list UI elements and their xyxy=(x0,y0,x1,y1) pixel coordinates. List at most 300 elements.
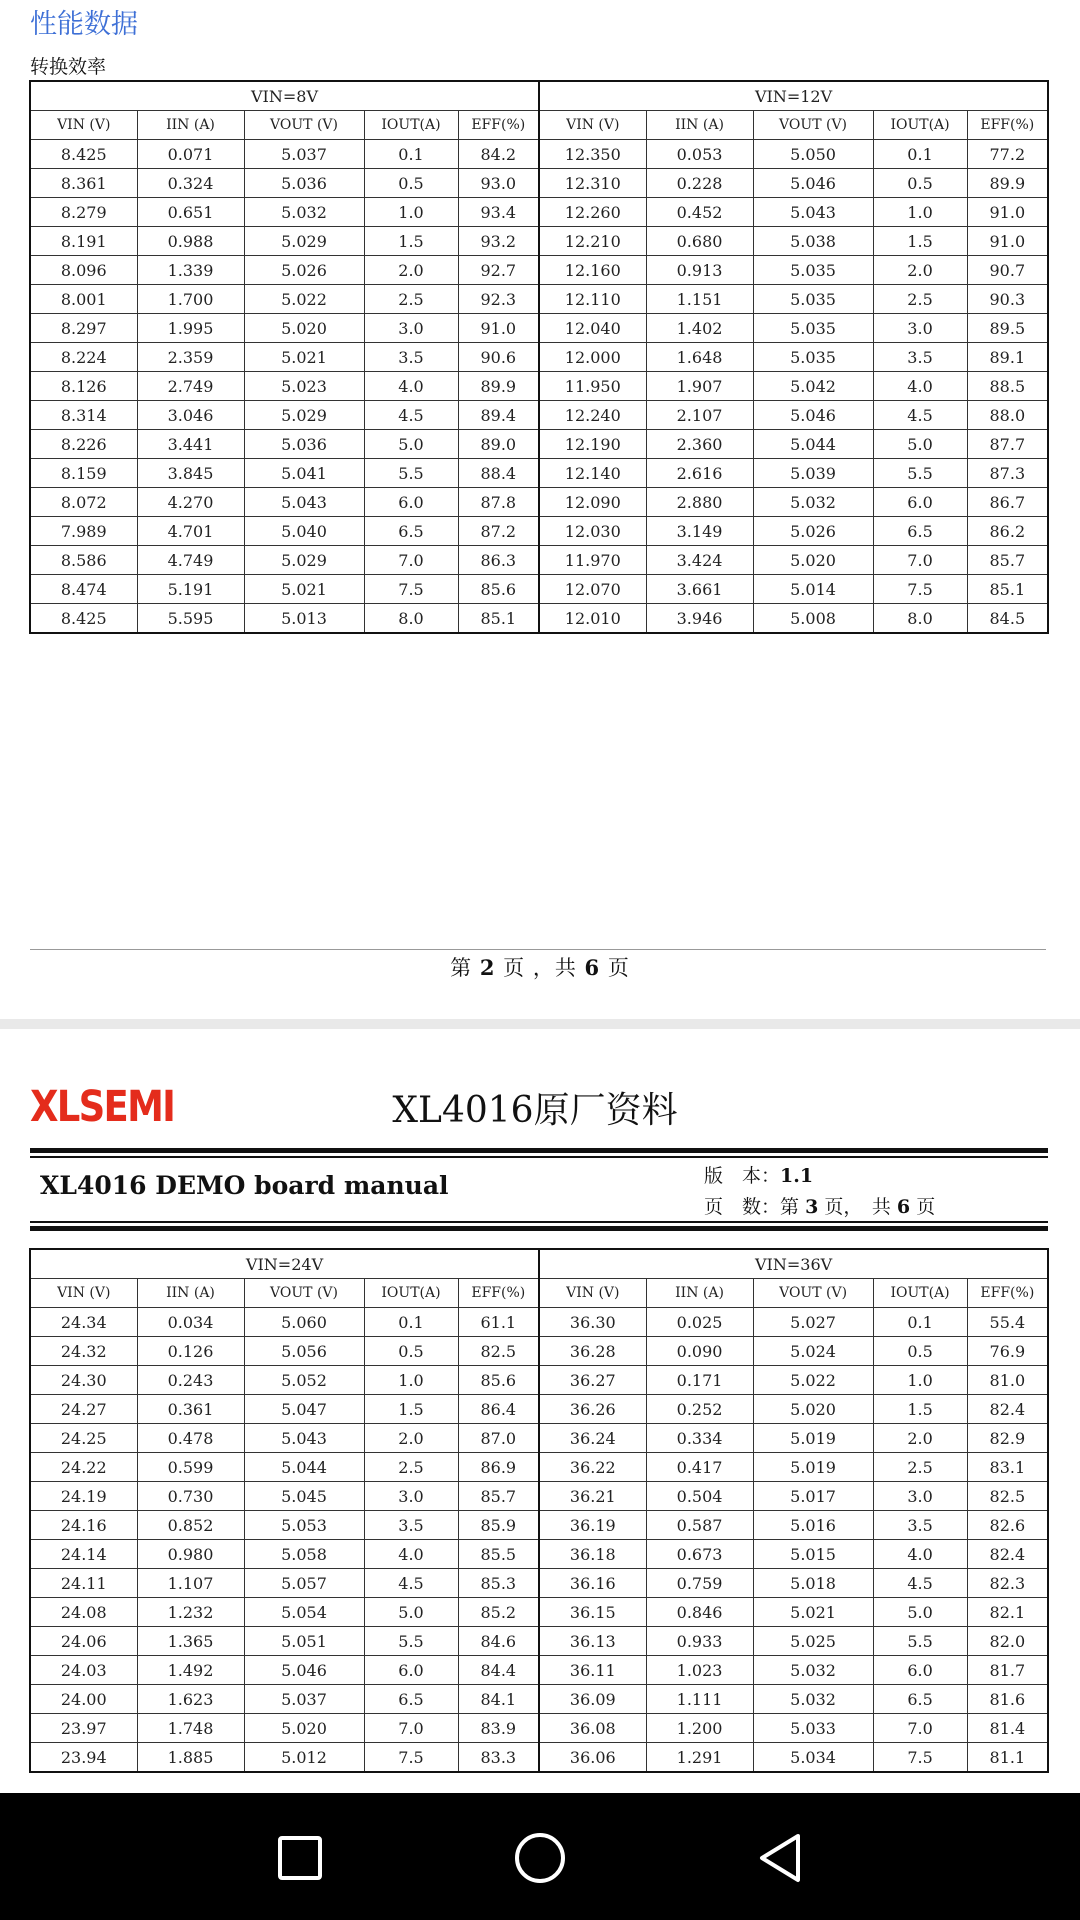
table-cell: 24.30 xyxy=(30,1366,137,1395)
table-row xyxy=(30,285,1048,314)
table-cell: 1.623 xyxy=(137,1685,244,1714)
table-cell: 12.260 xyxy=(539,198,646,227)
table-cell: 36.13 xyxy=(539,1627,646,1656)
table-cell: 2.0 xyxy=(873,256,967,285)
table-cell: 1.232 xyxy=(137,1598,244,1627)
table-cell: 5.008 xyxy=(753,604,873,634)
column-header: IIN (A) xyxy=(137,1279,244,1308)
table-cell: 1.5 xyxy=(873,227,967,256)
footer-current-page: 2 xyxy=(479,955,496,980)
table-cell: 86.3 xyxy=(458,546,539,575)
table-cell: 76.9 xyxy=(967,1337,1048,1366)
table-cell: 5.025 xyxy=(753,1627,873,1656)
table-row xyxy=(30,372,1048,401)
table-cell: 3.5 xyxy=(873,1511,967,1540)
table-row xyxy=(30,1366,1048,1395)
table-cell: 0.504 xyxy=(646,1482,753,1511)
table-cell: 7.989 xyxy=(30,517,137,546)
table-cell: 4.701 xyxy=(137,517,244,546)
pages-total: 6 xyxy=(896,1196,911,1218)
column-header: IOUT(A) xyxy=(873,1279,967,1308)
table-cell: 5.034 xyxy=(753,1743,873,1773)
table-cell: 5.023 xyxy=(244,372,364,401)
table-cell: 3.5 xyxy=(364,1511,458,1540)
table-cell: 5.021 xyxy=(244,575,364,604)
recent-apps-button[interactable] xyxy=(265,1823,335,1893)
table-cell: 12.030 xyxy=(539,517,646,546)
table-cell: 24.08 xyxy=(30,1598,137,1627)
table-cell: 5.051 xyxy=(244,1627,364,1656)
table-cell: 0.1 xyxy=(364,1308,458,1337)
table-cell: 11.970 xyxy=(539,546,646,575)
table-cell: 12.210 xyxy=(539,227,646,256)
table-cell: 4.5 xyxy=(364,401,458,430)
header-rule-top-thick xyxy=(30,1148,1048,1153)
table-cell: 5.029 xyxy=(244,227,364,256)
table-cell: 88.5 xyxy=(967,372,1048,401)
table-row xyxy=(30,1482,1048,1511)
table-cell: 0.5 xyxy=(364,169,458,198)
table-cell: 85.6 xyxy=(458,1366,539,1395)
table-cell: 5.021 xyxy=(244,343,364,372)
table-cell: 5.056 xyxy=(244,1337,364,1366)
section-title: 性能数据 xyxy=(30,9,138,40)
table-cell: 12.160 xyxy=(539,256,646,285)
table-row xyxy=(30,604,1048,634)
column-header: EFF(%) xyxy=(458,1279,539,1308)
table-cell: 5.047 xyxy=(244,1395,364,1424)
group-header-left: VIN=24V xyxy=(30,1249,539,1279)
table-cell: 5.020 xyxy=(244,314,364,343)
table-row xyxy=(30,256,1048,285)
table-cell: 1.5 xyxy=(873,1395,967,1424)
table-cell: 5.044 xyxy=(753,430,873,459)
table-cell: 6.5 xyxy=(873,517,967,546)
table-cell: 12.000 xyxy=(539,343,646,372)
table-cell: 0.846 xyxy=(646,1598,753,1627)
table-cell: 5.5 xyxy=(873,1627,967,1656)
table-cell: 8.279 xyxy=(30,198,137,227)
table-cell: 85.7 xyxy=(458,1482,539,1511)
table-row xyxy=(30,1656,1048,1685)
table-cell: 3.5 xyxy=(364,343,458,372)
table-cell: 5.046 xyxy=(753,401,873,430)
table-cell: 0.651 xyxy=(137,198,244,227)
table-cell: 5.035 xyxy=(753,343,873,372)
table-cell: 1.0 xyxy=(364,1366,458,1395)
table-cell: 6.5 xyxy=(364,1685,458,1714)
table-cell: 85.3 xyxy=(458,1569,539,1598)
table-cell: 82.4 xyxy=(967,1540,1048,1569)
table-cell: 2.749 xyxy=(137,372,244,401)
table-row xyxy=(30,459,1048,488)
table-cell: 1.0 xyxy=(364,198,458,227)
table-cell: 1.151 xyxy=(646,285,753,314)
table-cell: 5.053 xyxy=(244,1511,364,1540)
table-cell: 36.27 xyxy=(539,1366,646,1395)
table-cell: 8.0 xyxy=(873,604,967,634)
table-cell: 0.730 xyxy=(137,1482,244,1511)
header-rule-bottom-thick xyxy=(30,1226,1048,1231)
table-cell: 93.4 xyxy=(458,198,539,227)
column-header: VIN (V) xyxy=(30,1279,137,1308)
table-cell: 93.2 xyxy=(458,227,539,256)
table-cell: 7.5 xyxy=(364,1743,458,1773)
table-row xyxy=(30,314,1048,343)
table-cell: 6.0 xyxy=(364,488,458,517)
table-cell: 90.6 xyxy=(458,343,539,372)
table-cell: 0.1 xyxy=(873,1308,967,1337)
table-cell: 0.324 xyxy=(137,169,244,198)
table-row xyxy=(30,575,1048,604)
table-cell: 5.017 xyxy=(753,1482,873,1511)
table-cell: 24.16 xyxy=(30,1511,137,1540)
table-cell: 85.6 xyxy=(458,575,539,604)
table-cell: 5.022 xyxy=(753,1366,873,1395)
table-cell: 12.240 xyxy=(539,401,646,430)
table-cell: 81.7 xyxy=(967,1656,1048,1685)
table-cell: 5.016 xyxy=(753,1511,873,1540)
column-header: IOUT(A) xyxy=(364,1279,458,1308)
table-cell: 1.365 xyxy=(137,1627,244,1656)
table-cell: 0.1 xyxy=(873,140,967,169)
table-cell: 91.0 xyxy=(458,314,539,343)
table-cell: 24.06 xyxy=(30,1627,137,1656)
table-cell: 23.97 xyxy=(30,1714,137,1743)
table-cell: 82.1 xyxy=(967,1598,1048,1627)
table-cell: 61.1 xyxy=(458,1308,539,1337)
table-cell: 84.2 xyxy=(458,140,539,169)
table-cell: 24.03 xyxy=(30,1656,137,1685)
table-cell: 5.057 xyxy=(244,1569,364,1598)
table-cell: 0.988 xyxy=(137,227,244,256)
table-row xyxy=(30,488,1048,517)
table-cell: 7.0 xyxy=(364,1714,458,1743)
table-row xyxy=(30,1424,1048,1453)
table-cell: 2.360 xyxy=(646,430,753,459)
table-cell: 81.6 xyxy=(967,1685,1048,1714)
table-cell: 3.0 xyxy=(873,314,967,343)
table-cell: 1.5 xyxy=(364,227,458,256)
header-rule-bottom-thin xyxy=(30,1221,1048,1223)
table-cell: 85.9 xyxy=(458,1511,539,1540)
table-cell: 1.748 xyxy=(137,1714,244,1743)
table-cell: 0.126 xyxy=(137,1337,244,1366)
table-cell: 8.001 xyxy=(30,285,137,314)
table-cell: 1.648 xyxy=(646,343,753,372)
manual-title: XL4016 DEMO board manual xyxy=(40,1171,449,1200)
table-cell: 24.32 xyxy=(30,1337,137,1366)
footer-divider xyxy=(30,949,1046,950)
table-cell: 24.25 xyxy=(30,1424,137,1453)
table-cell: 1.402 xyxy=(646,314,753,343)
table-cell: 5.026 xyxy=(753,517,873,546)
group-header-right: VIN=12V xyxy=(539,81,1048,111)
column-header: VOUT (V) xyxy=(244,1279,364,1308)
table-cell: 3.5 xyxy=(873,343,967,372)
table-cell: 5.027 xyxy=(753,1308,873,1337)
table-cell: 91.0 xyxy=(967,227,1048,256)
table-cell: 3.0 xyxy=(364,314,458,343)
footer-middle: 页 ，共 xyxy=(503,956,577,980)
home-button[interactable] xyxy=(505,1823,575,1893)
table-cell: 5.037 xyxy=(244,1685,364,1714)
table-cell: 83.9 xyxy=(458,1714,539,1743)
table-cell: 24.11 xyxy=(30,1569,137,1598)
table-cell: 0.334 xyxy=(646,1424,753,1453)
table-cell: 89.0 xyxy=(458,430,539,459)
table-cell: 5.035 xyxy=(753,256,873,285)
column-header: VIN (V) xyxy=(539,1279,646,1308)
table-cell: 4.5 xyxy=(364,1569,458,1598)
back-button[interactable] xyxy=(745,1823,815,1893)
table-cell: 12.040 xyxy=(539,314,646,343)
table-cell: 5.032 xyxy=(753,488,873,517)
table-cell: 0.071 xyxy=(137,140,244,169)
table-cell: 87.0 xyxy=(458,1424,539,1453)
table-cell: 5.0 xyxy=(873,1598,967,1627)
table-row xyxy=(30,517,1048,546)
table-cell: 1.995 xyxy=(137,314,244,343)
table-row xyxy=(30,1743,1048,1773)
table-cell: 0.759 xyxy=(646,1569,753,1598)
footer-suffix: 页 xyxy=(607,956,630,980)
table-cell: 36.22 xyxy=(539,1453,646,1482)
table-cell: 87.2 xyxy=(458,517,539,546)
table-cell: 8.226 xyxy=(30,430,137,459)
table-cell: 6.5 xyxy=(873,1685,967,1714)
table-cell: 5.044 xyxy=(244,1453,364,1482)
table-cell: 1.885 xyxy=(137,1743,244,1773)
table-cell: 1.700 xyxy=(137,285,244,314)
table-cell: 5.058 xyxy=(244,1540,364,1569)
table-cell: 0.171 xyxy=(646,1366,753,1395)
page-count-info xyxy=(704,1192,935,1219)
table-cell: 8.474 xyxy=(30,575,137,604)
table-cell: 86.4 xyxy=(458,1395,539,1424)
table-cell: 2.5 xyxy=(364,285,458,314)
table-cell: 84.4 xyxy=(458,1656,539,1685)
table-cell: 7.5 xyxy=(364,575,458,604)
table-cell: 1.107 xyxy=(137,1569,244,1598)
table-row xyxy=(30,1685,1048,1714)
page-footer xyxy=(0,952,1080,982)
table-cell: 85.7 xyxy=(967,546,1048,575)
table-cell: 7.0 xyxy=(364,546,458,575)
table-cell: 5.014 xyxy=(753,575,873,604)
version-value: 1.1 xyxy=(780,1165,814,1187)
table-cell: 0.228 xyxy=(646,169,753,198)
table-cell: 5.042 xyxy=(753,372,873,401)
table-cell: 4.0 xyxy=(873,1540,967,1569)
table-cell: 0.5 xyxy=(873,169,967,198)
table-cell: 8.126 xyxy=(30,372,137,401)
table-cell: 5.046 xyxy=(244,1656,364,1685)
efficiency-table-8v-12v xyxy=(29,80,1049,634)
table-cell: 83.3 xyxy=(458,1743,539,1773)
table-cell: 3.441 xyxy=(137,430,244,459)
table-cell: 12.010 xyxy=(539,604,646,634)
table-cell: 8.425 xyxy=(30,140,137,169)
table-cell: 1.111 xyxy=(646,1685,753,1714)
subsection-title: 转换效率 xyxy=(30,56,107,78)
table-cell: 82.4 xyxy=(967,1395,1048,1424)
table-cell: 82.6 xyxy=(967,1511,1048,1540)
table-cell: 87.3 xyxy=(967,459,1048,488)
table-cell: 24.19 xyxy=(30,1482,137,1511)
android-navigation-bar xyxy=(0,1793,1080,1920)
footer-prefix: 第 xyxy=(450,956,473,980)
document-title: XL4016原厂资料 xyxy=(392,1090,678,1131)
table-cell: 3.046 xyxy=(137,401,244,430)
table-cell: 2.880 xyxy=(646,488,753,517)
column-header: EFF(%) xyxy=(967,111,1048,140)
table-cell: 5.032 xyxy=(244,198,364,227)
table-cell: 5.021 xyxy=(753,1598,873,1627)
table-cell: 8.586 xyxy=(30,546,137,575)
table-cell: 36.11 xyxy=(539,1656,646,1685)
version-label: 版 本： xyxy=(704,1165,781,1187)
table-cell: 5.060 xyxy=(244,1308,364,1337)
table-cell: 81.0 xyxy=(967,1366,1048,1395)
table-cell: 89.5 xyxy=(967,314,1048,343)
table-cell: 82.5 xyxy=(967,1482,1048,1511)
table-cell: 85.1 xyxy=(458,604,539,634)
table-cell: 0.913 xyxy=(646,256,753,285)
table-cell: 0.680 xyxy=(646,227,753,256)
table-cell: 84.1 xyxy=(458,1685,539,1714)
table-cell: 5.5 xyxy=(873,459,967,488)
table-cell: 24.34 xyxy=(30,1308,137,1337)
table-cell: 4.0 xyxy=(873,372,967,401)
column-header: VIN (V) xyxy=(539,111,646,140)
table-cell: 36.15 xyxy=(539,1598,646,1627)
table-cell: 1.492 xyxy=(137,1656,244,1685)
table-cell: 36.28 xyxy=(539,1337,646,1366)
table-cell: 5.054 xyxy=(244,1598,364,1627)
table-cell: 0.417 xyxy=(646,1453,753,1482)
table-cell: 24.14 xyxy=(30,1540,137,1569)
table-cell: 7.5 xyxy=(873,575,967,604)
table-cell: 5.033 xyxy=(753,1714,873,1743)
table-cell: 90.3 xyxy=(967,285,1048,314)
table-cell: 86.9 xyxy=(458,1453,539,1482)
table-cell: 84.6 xyxy=(458,1627,539,1656)
table-cell: 85.2 xyxy=(458,1598,539,1627)
table-row xyxy=(30,1540,1048,1569)
pages-label: 页 数：第 xyxy=(704,1196,800,1218)
table-cell: 2.5 xyxy=(873,1453,967,1482)
table-cell: 8.096 xyxy=(30,256,137,285)
table-cell: 36.09 xyxy=(539,1685,646,1714)
document-page-3 xyxy=(0,1029,1080,1793)
table-cell: 36.19 xyxy=(539,1511,646,1540)
column-header: EFF(%) xyxy=(967,1279,1048,1308)
circle-icon xyxy=(513,1831,567,1885)
table-cell: 2.5 xyxy=(873,285,967,314)
table-row xyxy=(30,1453,1048,1482)
table-cell: 6.0 xyxy=(873,488,967,517)
table-cell: 84.5 xyxy=(967,604,1048,634)
table-cell: 1.291 xyxy=(646,1743,753,1773)
table-cell: 0.587 xyxy=(646,1511,753,1540)
column-header: VOUT (V) xyxy=(244,111,364,140)
column-header: IIN (A) xyxy=(646,1279,753,1308)
table-row xyxy=(30,343,1048,372)
table-cell: 36.16 xyxy=(539,1569,646,1598)
pages-current: 3 xyxy=(805,1196,819,1218)
table-cell: 92.7 xyxy=(458,256,539,285)
xlsemi-logo: XLSEMI xyxy=(30,1082,175,1132)
table-cell: 12.090 xyxy=(539,488,646,517)
table-cell: 8.0 xyxy=(364,604,458,634)
column-header: IOUT(A) xyxy=(873,111,967,140)
table-cell: 82.3 xyxy=(967,1569,1048,1598)
table-cell: 0.025 xyxy=(646,1308,753,1337)
triangle-back-icon xyxy=(756,1832,804,1884)
table-cell: 24.22 xyxy=(30,1453,137,1482)
table-row xyxy=(30,1627,1048,1656)
table-cell: 5.012 xyxy=(244,1743,364,1773)
table-cell: 3.0 xyxy=(364,1482,458,1511)
table-cell: 5.5 xyxy=(364,1627,458,1656)
table-cell: 1.0 xyxy=(873,198,967,227)
table-cell: 91.0 xyxy=(967,198,1048,227)
table-cell: 4.0 xyxy=(364,372,458,401)
table-cell: 1.907 xyxy=(646,372,753,401)
table-cell: 5.032 xyxy=(753,1685,873,1714)
table-cell: 36.24 xyxy=(539,1424,646,1453)
table-cell: 7.0 xyxy=(873,546,967,575)
table-cell: 5.035 xyxy=(753,285,873,314)
table-cell: 5.029 xyxy=(244,546,364,575)
group-header-right: VIN=36V xyxy=(539,1249,1048,1279)
square-icon xyxy=(277,1835,323,1881)
table-cell: 5.019 xyxy=(753,1453,873,1482)
column-header: VIN (V) xyxy=(30,111,137,140)
table-cell: 86.7 xyxy=(967,488,1048,517)
footer-total-pages: 6 xyxy=(584,955,601,980)
table-cell: 81.1 xyxy=(967,1743,1048,1773)
table-cell: 3.946 xyxy=(646,604,753,634)
table-cell: 89.9 xyxy=(458,372,539,401)
table-cell: 5.046 xyxy=(753,169,873,198)
table-row xyxy=(30,198,1048,227)
table-cell: 5.5 xyxy=(364,459,458,488)
table-cell: 5.595 xyxy=(137,604,244,634)
table-cell: 0.599 xyxy=(137,1453,244,1482)
table-cell: 5.050 xyxy=(753,140,873,169)
table-cell: 36.18 xyxy=(539,1540,646,1569)
table-cell: 5.035 xyxy=(753,314,873,343)
table-cell: 11.950 xyxy=(539,372,646,401)
column-header: EFF(%) xyxy=(458,111,539,140)
table-cell: 1.023 xyxy=(646,1656,753,1685)
table-cell: 36.06 xyxy=(539,1743,646,1773)
table-cell: 1.0 xyxy=(873,1366,967,1395)
table-cell: 5.043 xyxy=(753,198,873,227)
table-cell: 2.107 xyxy=(646,401,753,430)
table-row xyxy=(30,1395,1048,1424)
column-header: IIN (A) xyxy=(137,111,244,140)
table-cell: 24.27 xyxy=(30,1395,137,1424)
table-cell: 0.1 xyxy=(364,140,458,169)
table-cell: 3.424 xyxy=(646,546,753,575)
efficiency-table-24v-36v xyxy=(29,1248,1049,1773)
table-cell: 24.00 xyxy=(30,1685,137,1714)
table-cell: 36.08 xyxy=(539,1714,646,1743)
table-cell: 0.361 xyxy=(137,1395,244,1424)
